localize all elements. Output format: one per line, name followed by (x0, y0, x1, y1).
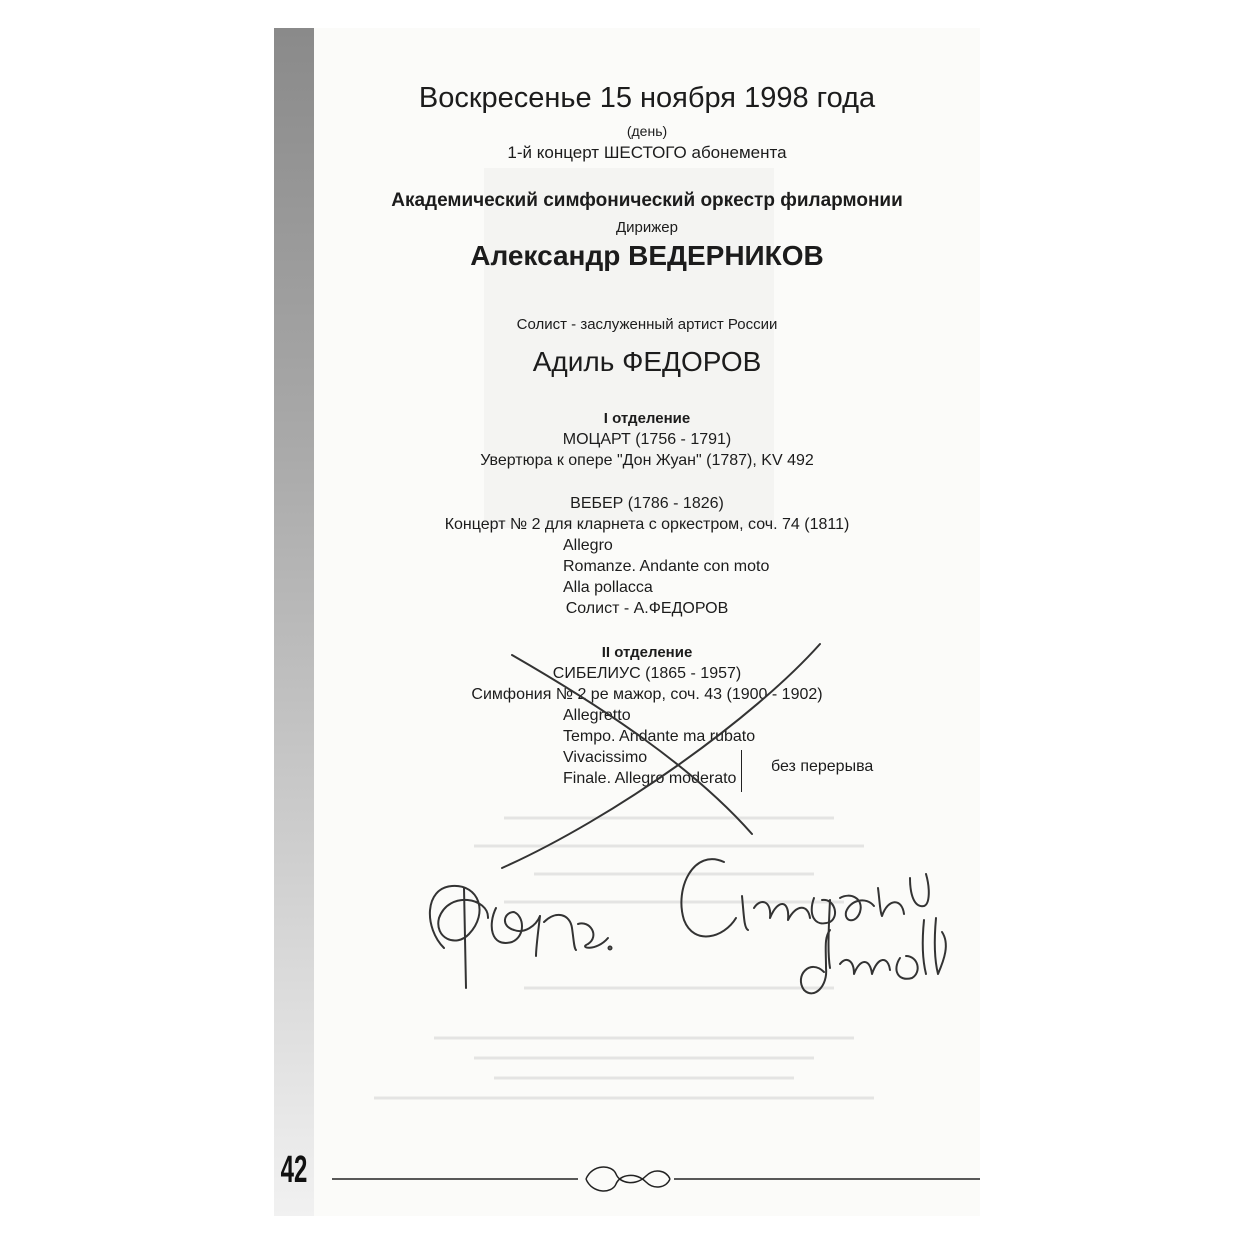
weber-work: Концерт № 2 для кларнета с оркестром, соч. 74 (1811) (444, 516, 850, 533)
sibelius-movement-2: Tempo. Andante ma rubato (563, 728, 756, 745)
footer-ornament (274, 28, 980, 1216)
conductor-label: Дирижер (616, 219, 678, 236)
sibelius-movement-4: Finale. Allegro moderato (563, 770, 737, 787)
part1-title: I отделение (603, 410, 691, 427)
soloist-title: Солист - заслуженный артист России (516, 316, 778, 333)
subscription-line: 1-й концерт ШЕСТОГО абонемента (507, 143, 787, 162)
conductor-name: Александр ВЕДЕРНИКОВ (470, 240, 824, 271)
weber-movement-2: Romanze. Andante con moto (563, 558, 770, 575)
part2-title: II отделение (601, 644, 693, 661)
attacca-note: без перерыва (771, 758, 874, 775)
mozart-work: Увертюра к опере "Дон Жуан" (1787), KV 492 (480, 452, 814, 469)
orchestra-name: Академический симфонический оркестр филармонии (391, 190, 903, 211)
mozart-composer: МОЦАРТ (1756 - 1791) (562, 431, 732, 448)
weber-soloist-line: Солист - А.ФЕДОРОВ (565, 600, 729, 617)
sibelius-movement-3: Vivacissimo (563, 749, 648, 766)
soloist-name: Адиль ФЕДОРОВ (532, 346, 762, 377)
program-page (274, 28, 980, 1216)
sibelius-work: Симфония № 2 ре мажор, соч. 43 (1900 - 1902) (471, 686, 823, 703)
sibelius-movement-1: Allegretto (563, 707, 631, 724)
sibelius-composer: СИБЕЛИУС (1865 - 1957) (552, 665, 742, 682)
concert-daytime: (день) (626, 123, 668, 139)
weber-movement-1: Allegro (563, 537, 613, 554)
concert-date: Воскресенье 15 ноября 1998 года (418, 82, 876, 114)
weber-movement-3: Alla pollacca (563, 579, 653, 596)
page-number: 42 (280, 1148, 308, 1192)
weber-composer: ВЕБЕР (1786 - 1826) (570, 495, 724, 512)
